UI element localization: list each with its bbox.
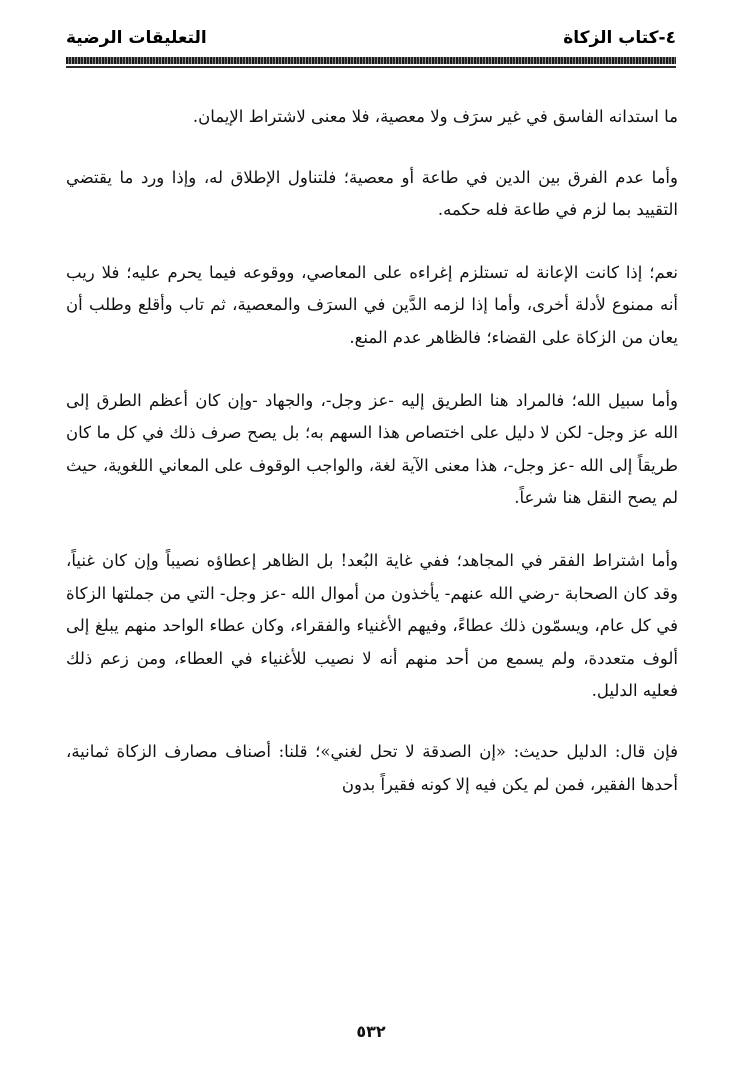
paragraph: فإن قال: الدليل حديث: «إن الصدقة لا تحل لغني»؛ قلنا: أصناف مصارف الزكاة ثمانية، أحدها الفقير، فمن لم يكن فيه إلا كونه فقيراً بدون: [66, 741, 678, 794]
book-title: التعليقات الرضية: [66, 28, 207, 48]
header-rule-thin: [66, 66, 676, 68]
header-rule: [66, 57, 676, 64]
running-header: [66, 26, 676, 56]
page-number: ٥٣٢: [356, 1022, 386, 1041]
paragraph: وأما سبيل الله؛ فالمراد هنا الطريق إليه -عز وجل-، والجهاد -وإن كان أعظم الطرق إلى الله عز وجل- لكن لا دليل على اختصاص هذا السهم به؛ بل يصح صرف ذلك في كل ما كان طريقاً إلى الله -عز وجل-، هذا معنى الآية لغة، والواجب الوقوف على المعاني اللغوية، حيث لم يصح النقل هنا شرعاً.: [66, 390, 678, 508]
chapter-title: ٤-كتاب الزكاة: [563, 28, 676, 48]
paragraph: نعم؛ إذا كانت الإعانة له تستلزم إغراءه على المعاصي، ووقوعه فيما يحرم عليه؛ فلا ريب أنه ممنوع لأدلة أخرى، وأما إذا لزمه الدَّين في السرَف والمعصية، ثم تاب وأقلع وطلب أن يعان من الزكاة على القضاء؛ فالظاهر عدم المنع.: [66, 262, 678, 347]
paragraph: وأما اشتراط الفقر في المجاهد؛ ففي غاية البُعد! بل الظاهر إعطاؤه نصيباً وإن كان غنياً، وقد كان الصحابة -رضي الله عنهم- يأخذون من أموال الله -عز وجل- التي من جملتها الزكاة في كل عام، ويسمّون ذلك عطاءً، وفيهم الأغنياء والفقراء، وكان عطاء الواحد منهم يبلغ إلى ألوف متعددة، ولم يسمع من أحد منهم أنه لا نصيب للأغنياء في العطاء، ومن زعم ذلك فعليه الدليل.: [66, 550, 678, 701]
paragraph: ما استدانه الفاسق في غير سرَف ولا معصية، فلا معنى لاشتراط الإيمان.: [192, 107, 678, 126]
main-text: [66, 101, 678, 801]
paragraph: وأما عدم الفرق بين الدين في طاعة أو معصية؛ فلتناول الإطلاق له، وإذا ورد ما يقتضي التقييد بما لزم في طاعة فله حكمه.: [66, 167, 678, 220]
